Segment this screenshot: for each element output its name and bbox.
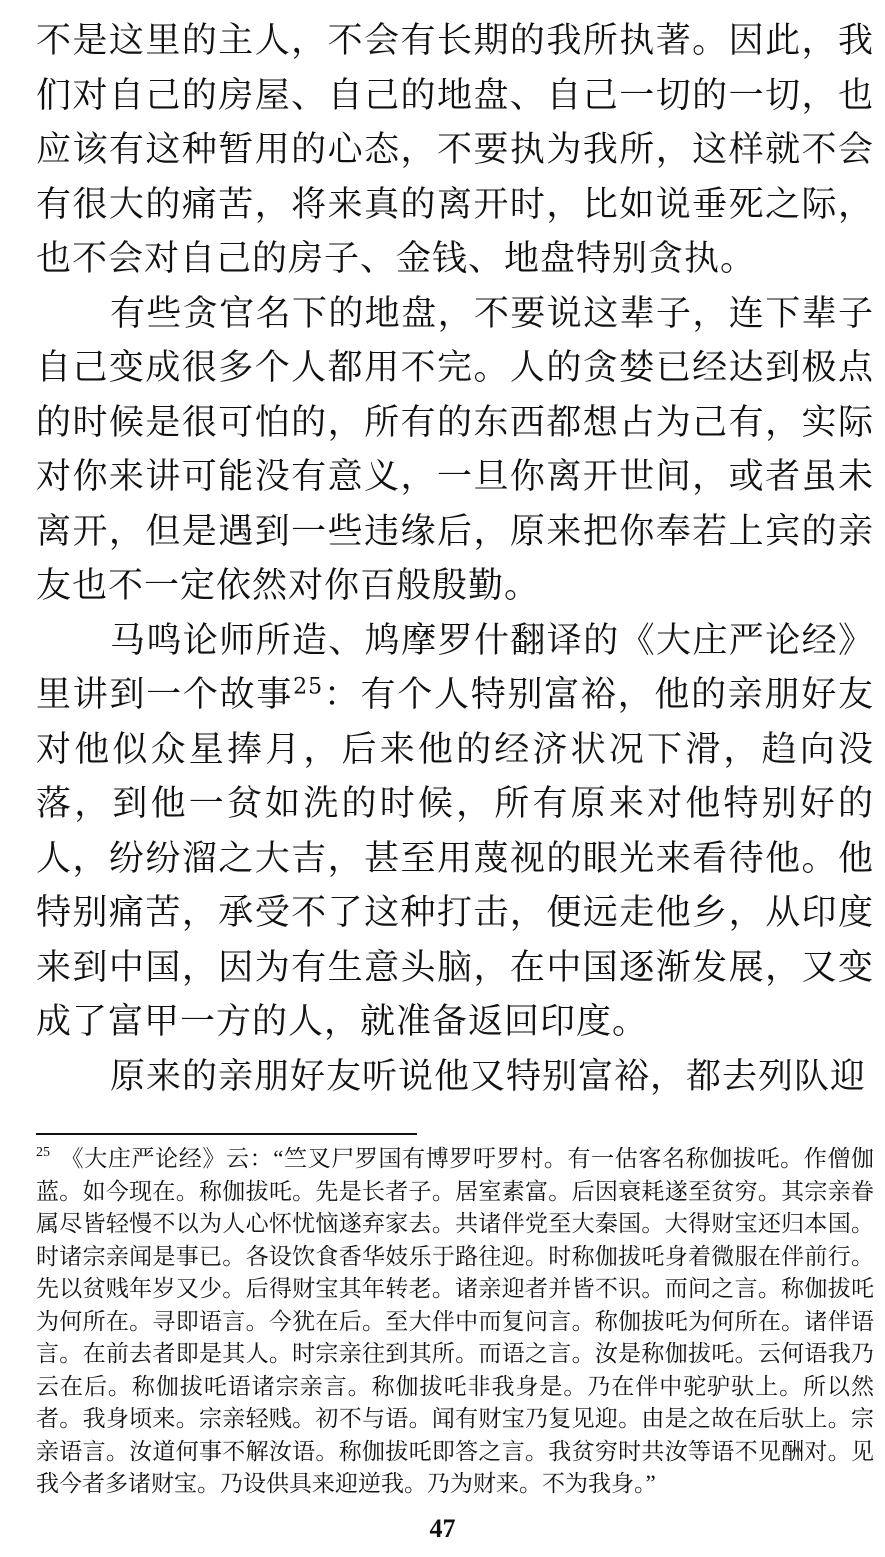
page-number: 47 — [429, 1514, 456, 1543]
paragraph-3 — [36, 614, 874, 1050]
footnote-text: 《大庄严论经》云：“竺叉尸罗国有博罗吁罗村。有一估客名称伽拔吒。作僧伽蓝。如今现在。称伽拔吒。先是长者子。居室素富。后因衰耗遂至贫穷。其宗亲眷属尽皆轻慢不以为人心怀忧恼遂弃家去。共诸伴党至大秦国。大得财宝还归本国。时诸宗亲闻是事已。各设饮食香华妓乐于路往迎。时称伽拔吒身着微服在伴前行。先以贫贱年岁又少。后得财宝其年转老。诸亲迎者并皆不识。而问之言。称伽拔吒为何所在。寻即语言。今犹在后。至大伴中而复问言。称伽拔吒为何所在。诸伴语言。在前去者即是其人。时宗亲往到其所。而语之言。汝是称伽拔吒。云何语我乃云在后。称伽拔吒语诸宗亲言。称伽拔吒非我身是。乃在伴中驼驴驮上。所以然者。我身顷来。宗亲轻贱。初不与语。闻有财宝乃复见迎。由是之故在后驮上。宗亲语言。汝道何事不解汝语。称伽拔吒即答之言。我贫穷时共汝等语不见酬对。见我今者多诸财宝。乃设供具来迎逆我。乃为财来。不为我身。” — [36, 1146, 874, 1496]
paragraph-3-text-before: 马鸣论师所造、鸠摩罗什翻译的《大庄严论经》里讲到一个故事 — [36, 620, 874, 715]
footnote-reference[interactable]: 25 — [293, 674, 324, 700]
paragraph-3-text-after: ：有个人特别富裕，他的亲朋好友对他似众星捧月，后来他的经济状况下滑，趋向没落，到他一贫如洗的时候，所有原来对他特别好的人，纷纷溜之大吉，甚至用蔑视的眼光来看待他。他特别痛苦，承受不了这种打击，便远走他乡，从印度来到中国，因为有生意头脑，在中国逐渐发展，又变成了富甲一方的人，就准备返回印度。 — [36, 675, 874, 1042]
paragraph-4: 原来的亲朋好友听说他又特别富裕，都去列队迎 — [110, 1056, 867, 1097]
paragraph-2: 有些贪官名下的地盘，不要说这辈子，连下辈子自己变成很多个人都用不完。人的贪婪已经达到极点的时候是很可怕的，所有的东西都想占为己有，实际对你来讲可能没有意义，一旦你离开世间，或者虽未离开，但是遇到一些违缘后，原来把你奉若上宾的亲友也不一定依然对你百般殷勤。 — [36, 293, 874, 606]
footnote — [36, 1143, 874, 1501]
footnote-number: 25 — [36, 1145, 50, 1160]
main-text — [36, 14, 874, 1104]
paragraph-1: 不是这里的主人，不会有长期的我所执著。因此，我们对自己的房屋、自己的地盘、自己一切的一切，也应该有这种暂用的心态，不要执为我所，这样就不会有很大的痛苦，将来真的离开时，比如说垂死之际，也不会对自己的房子、金钱、地盘特别贪执。 — [36, 21, 874, 279]
footnote-separator — [36, 1133, 417, 1135]
